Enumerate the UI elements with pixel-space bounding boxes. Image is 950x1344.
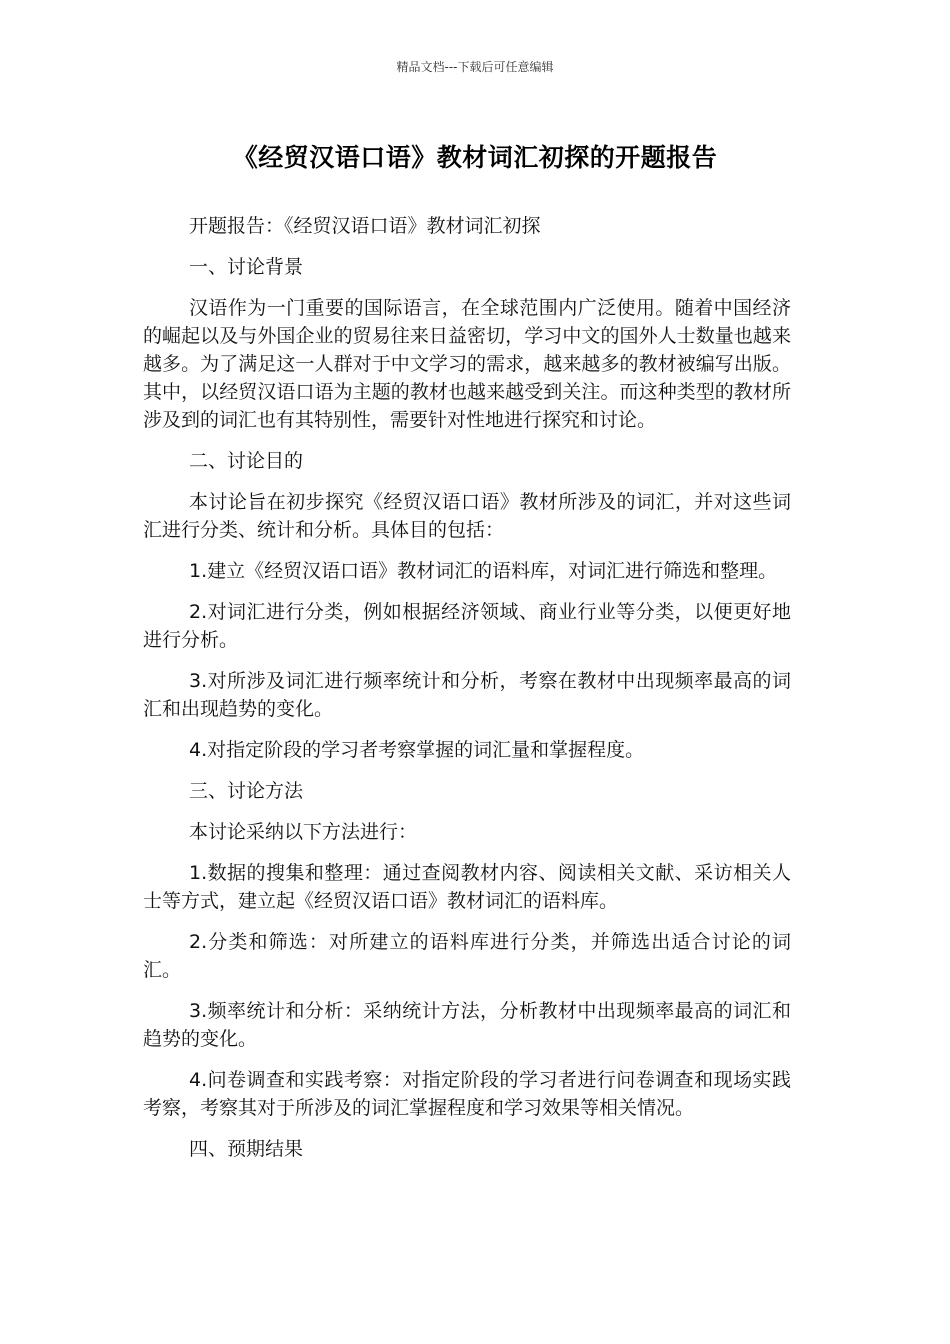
section-heading-expected-results: 四、预期结果 — [189, 1138, 304, 1160]
document-title: 《经贸汉语口语》教材词汇初探的开题报告 — [232, 143, 718, 172]
section-heading-background: 一、讨论背景 — [189, 256, 304, 278]
list-item-method-4: 4.问卷调查和实践考察：对指定阶段的学习者进行问卷调查和现场实践考察，考察其对于所涉及的词汇掌握程度和学习效果等相关情况。 — [143, 1069, 791, 1119]
list-item-purpose-3: 3.对所涉及词汇进行频率统计和分析，考察在教材中出现频率最高的词汇和出现趋势的变化。 — [143, 670, 791, 720]
list-item-method-1: 1.数据的搜集和整理：通过查阅教材内容、阅读相关文献、采访相关人士等方式，建立起《经贸汉语口语》教材词汇的语料库。 — [143, 862, 791, 912]
header-note: 精品文档---下载后可任意编辑 — [396, 60, 554, 74]
list-item-purpose-1: 1.建立《经贸汉语口语》教材词汇的语料库，对词汇进行筛选和整理。 — [189, 560, 778, 582]
list-item-purpose-4: 4.对指定阶段的学习者考察掌握的词汇量和掌握程度。 — [189, 739, 645, 761]
section-heading-method: 三、讨论方法 — [189, 780, 304, 802]
paragraph-method-intro: 本讨论采纳以下方法进行： — [189, 821, 418, 843]
list-item-purpose-2: 2.对词汇进行分类，例如根据经济领域、商业行业等分类，以便更好地进行分析。 — [143, 601, 791, 651]
paragraph-background: 汉语作为一门重要的国际语言，在全球范围内广泛使用。随着中国经济的崛起以及与外国企业的贸易往来日益密切，学习中文的国外人士数量也越来越多。为了满足这一人群对于中文学习的需求，越来越多的教材被编写出版。其中，以经贸汉语口语为主题的教材也越来越受到关注。而这种类型的教材所涉及到的词汇也有其特别性，需要针对性地进行探究和讨论。 — [143, 297, 791, 431]
section-heading-purpose: 二、讨论目的 — [189, 450, 304, 472]
paragraph-report-heading: 开题报告：《经贸汉语口语》教材词汇初探 — [189, 215, 541, 237]
list-item-method-3: 3.频率统计和分析：采纳统计方法，分析教材中出现频率最高的词汇和趋势的变化。 — [143, 1000, 791, 1050]
document-body — [143, 212, 791, 1176]
list-item-method-2: 2.分类和筛选：对所建立的语料库进行分类，并筛选出适合讨论的词汇。 — [143, 931, 791, 981]
paragraph-purpose: 本讨论旨在初步探究《经贸汉语口语》教材所涉及的词汇，并对这些词汇进行分类、统计和分析。具体目的包括： — [143, 491, 791, 541]
